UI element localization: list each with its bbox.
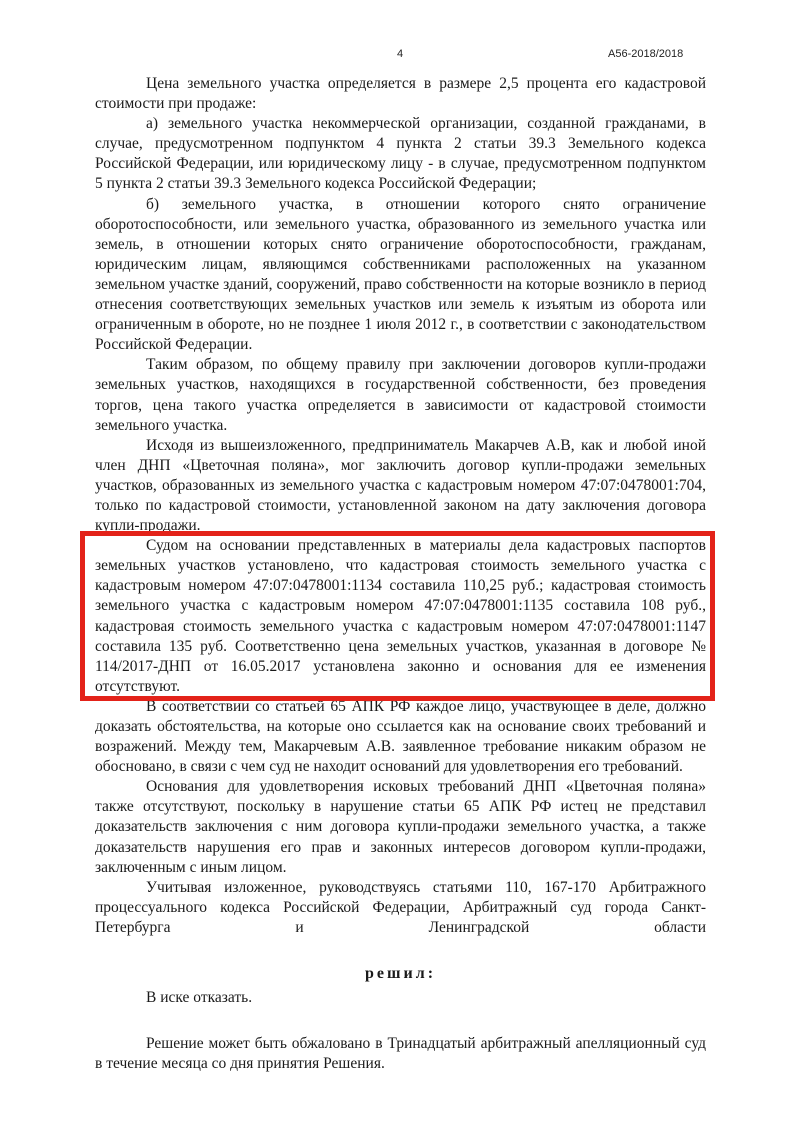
paragraph-general-rule: Таким образом, по общему правилу при заключении договоров купли-продажи земельных участков, находящихся в государственной собственности, без проведения торгов, цена такого участка определяется в зависимости от кадастровой стоимости земельного участка. bbox=[95, 356, 706, 434]
paragraph-item-a: а) земельного участка некоммерческой организации, созданной гражданами, в случае, предусмотренном подпунктом 4 пункта 2 статьи 39.3 Земельного кодекса Российской Федерации, или юридическому лицу - в случае, предусмотренном подпунктом 5 пункта 2 статьи 39.3 Земельного кодекса Российской Федерации; bbox=[95, 115, 706, 193]
page-number: 4 bbox=[397, 48, 404, 60]
decision-heading: решил: bbox=[364, 965, 437, 983]
paragraph-article-65: В соответствии со статьей 65 АПК РФ каждое лицо, участвующее в деле, должно доказать обстоятельства, на которые оно ссылается как на основание своих требований и возражений. Между тем, Макарчевым А.В. заявленное требование никаким образом не обосновано, в связи с чем суд не находит оснований для удовлетворения его требований. bbox=[95, 697, 706, 776]
paragraph-considering: Учитывая изложенное, руководствуясь статьями 110, 167-170 Арбитражного процессуального кодекса Российской Федерации, Арбитражный суд города Санкт-Петербурга и Ленинградской области bbox=[95, 878, 706, 936]
case-number: А56-2018/2018 bbox=[608, 48, 684, 60]
document-body bbox=[95, 74, 706, 1074]
paragraph-no-grounds: Основания для удовлетворения исковых требований ДНП «Цветочная поляна» также отсутствуют, поскольку в нарушение статьи 65 АПК РФ истец не представил доказательств заключения с ним договора купли-продажи земельного участка, а также доказательств нарушения его прав и законных интересов договором купли-продажи, заключенным с иным лицом. bbox=[95, 778, 706, 876]
paragraph-cadastral-values: Судом на основании представленных в материалы дела кадастровых паспортов земельных участков установлено, что кадастровая стоимость земельного участка с кадастровым номером 47:07:0478001:1134 составила 110,25 руб.; кадастровая стоимость земельного участка с кадастровым номером 47:07:0478001:1135 составила 108 руб., кадастровая стоимость земельного участка с кадастровым номером 47:07:0478001:1147 составила 135 руб. Соответственно цена земельных участков, указанная в договоре № 114/2017-ДНП от 16.05.2017 установлена законно и основания для ее изменения отсутствуют. bbox=[95, 537, 706, 695]
paragraph-conclusion: Исходя из вышеизложенного, предприниматель Макарчев А.В, как и любой иной член ДНП «Цветочная поляна», мог заключить договор купли-продажи земельных участков, образованных из земельного участка с кадастровым номером 47:07:0478001:704, только по кадастровой стоимости, установленной законом на дату заключения договора купли-продажи. bbox=[95, 436, 706, 535]
paragraph-item-b: б) земельного участка, в отношении которого снято ограничение оборотоспособности, или земельного участка, образованного из земельного участка или земель, в отношении которых снято ограничение оборотоспособности, гражданам, юридическим лицам, являющимся собственниками расположенных на указанном земельном участке зданий, сооружений, право собственности на которые возникло в период отнесения соответствующих земельных участков или земель к изъятым из оборота или ограниченным в обороте, но не позднее 1 июля 2012 г., в соответствии с законодательством Российской Федерации. bbox=[95, 195, 706, 354]
paragraph-price-rule: Цена земельного участка определяется в размере 2,5 процента его кадастровой стоимости при продаже: bbox=[95, 75, 706, 113]
decision-text: В иске отказать. bbox=[146, 989, 253, 1007]
highlighted-passage bbox=[95, 536, 706, 697]
appeal-text: Решение может быть обжаловано в Тринадцатый арбитражный апелляционный суд в течение месяца со дня принятия Решения. bbox=[95, 1035, 706, 1073]
